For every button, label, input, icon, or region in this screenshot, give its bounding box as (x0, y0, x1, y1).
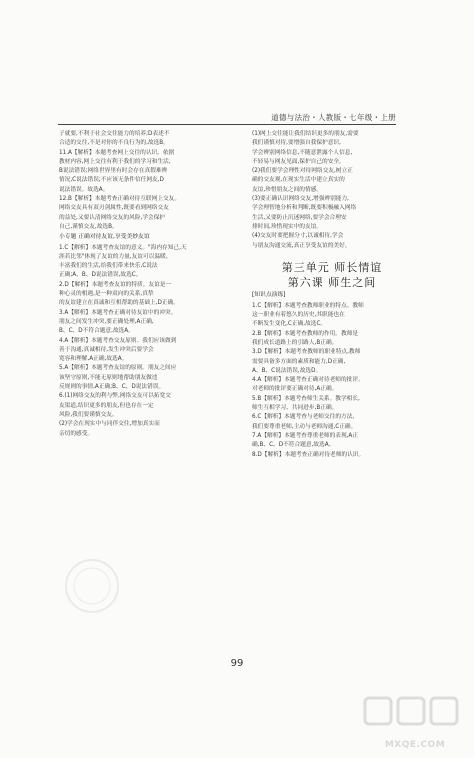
text-line: 合适的交往,不是对你的不良行为的,故选B。 (59, 140, 169, 147)
text-line: 8.D【解析】本题考查正确对待老师的认识。 (252, 451, 365, 458)
text-line: 这一职业有着悠久的历史,其职能也在 (252, 312, 345, 319)
text-line: 风险,我们要谨慎交友。 (59, 411, 118, 418)
text-line: 丰富我们的生活,给我们带来快乐,C说法 (59, 263, 158, 270)
stamp-watermark (62, 556, 122, 616)
text-line: 1.C【解析】本题考查友谊的意义。"海内存知己,天 (59, 244, 187, 251)
text-line: 我们成长道路上的引路人,B正确。 (252, 339, 338, 346)
text-line: 子就要,不利于社会交往能力的培养;D表述不 (59, 131, 170, 137)
text-line: 对老师的批评要正确对待,A正确。 (252, 386, 338, 393)
text-line: 5.A【解析】本题考查友谊的原则。朋友之间应 (59, 365, 177, 372)
text-line: 11.A【解析】本题考查网上交往的认识。依据 (59, 149, 175, 156)
right-column (252, 130, 412, 730)
text-line: 友渠道,结识更多的朋友,但也存在一定 (59, 402, 154, 409)
section-heading: 小专题 正确对待友谊,享受美妙友谊 (59, 234, 150, 241)
text-line: 2.D【解析】本题考查友谊的特质。友谊是一 (59, 281, 172, 288)
text-line: 师生互相学习、共同进步,B正确。 (252, 405, 338, 412)
text-line: 4.A【解析】本题考查正确对待老师的批评。 (252, 377, 364, 384)
text-line: 我们要尊重老师,主动与老师沟通,C正确。 (252, 423, 357, 430)
text-line: 说法错误。故选A。 (59, 186, 109, 193)
text-line: (4)交友时要把握分寸,以诚相待,学会 (252, 233, 344, 240)
text-line: 宽容和理解,A正确,故选A。 (59, 356, 128, 363)
text-line: 2.B【解析】本题考查教师的作用。教师是 (252, 330, 359, 337)
text-line: 确,B、C、D不符合题意,故选A。 (252, 442, 335, 449)
text-line: 5.B【解析】本题考查师生关系。教学相长, (252, 395, 360, 402)
text-line: 不轻易与网友见面,保护自己的安全。 (252, 158, 345, 165)
text-line: 朋友之间发生冲突,要正确处理,A正确, (59, 318, 154, 325)
text-line: (2)我们要学会理性对待网络交友,树立正 (252, 168, 353, 175)
text-line: 6.C【解析】本题考查与老师交往的方法, (252, 414, 355, 421)
text-line: 网络交友具有双刃剑属性,既要看到网络交友 (59, 205, 169, 212)
text-line: A、B、C说法错误,故选D。 (252, 367, 322, 374)
text-line: 学会辨别网络信息,不随意泄露个人信息, (252, 149, 353, 156)
text-line: 排时间,珍惜现实中的友谊。 (252, 223, 323, 230)
text-line: 情况,C说法错误;不应该无条件信任网友,D (59, 177, 164, 184)
section-heading: [知识点演练] (252, 292, 286, 299)
text-line: B说法错误;网络世界里有时会存在真假难辨 (59, 168, 168, 175)
text-line: 反规则的事情,A正确;B、C、D说法错误。 (59, 384, 165, 391)
text-line: 我们谨慎对待,要增强自我保护意识, (252, 140, 341, 147)
site-watermark (360, 694, 470, 754)
text-line: 6.(1)网络交友的利与弊,网络交友可以拓宽交 (59, 393, 171, 400)
text-line: 善于沟通,真诚相待,发生冲突后要学会 (59, 346, 154, 353)
watermark-url: MXQE.COM (384, 740, 446, 750)
text-line: 7.A【解析】本题考查尊重老师的表现,A正 (252, 432, 359, 439)
text-line: 1.C【解析】本题考查教师职业的特点。教师 (252, 302, 364, 309)
text-line: 4.A【解析】本题考查交友原则。我们应该做到 (59, 337, 177, 344)
lesson-title: 第六课 师生之间 (287, 276, 377, 290)
text-line: 不断发生变化,C正确,故选C。 (252, 321, 327, 328)
text-line: 友谊,珍惜朋友之间的情感。 (252, 186, 323, 193)
text-line: 与朋友沟通交流,真正享受友谊的美好。 (252, 242, 351, 249)
text-line: 生活,又要防止沉迷网络,要学会合理安 (252, 214, 347, 221)
header-divider (58, 124, 396, 125)
text-line: (3)要正确认识网络交友,增强辨别能力, (252, 196, 349, 203)
text-line: 亲切的感受。 (59, 430, 94, 437)
text-line: 确的交友观,在现实生活中建立真实的 (252, 177, 345, 184)
text-line: 该坚守原则,不能无原则地帮助朋友做违 (59, 374, 158, 381)
text-line: 学会理智地分析和判断,既要积极融入网络 (252, 205, 357, 212)
text-line: 12.B【解析】本题考查正确对待互联网上交友。 (59, 196, 181, 203)
page-number: 99 (230, 658, 244, 669)
left-column (59, 130, 219, 730)
text-line: 的益处,又要认清网络交友的风险,学会保护 (59, 214, 165, 221)
text-line: 正确;A、B、D说法错误,故选C。 (59, 272, 142, 279)
text-line: 3.A【解析】本题考查正确对待友谊中的冲突。 (59, 309, 177, 316)
text-line: (2)学会在现实中与同伴交往,增加真实而 (59, 421, 160, 428)
text-line: B、C、D不符合题意,故选A。 (59, 328, 134, 335)
text-line: 3.D【解析】本题考查教师的职业特点,教师 (252, 349, 361, 356)
text-line: 种心灵的相遇,是一种双向的关系,真挚 (59, 291, 154, 298)
text-line: 需要具备多方面的素质和能力,D正确, (252, 358, 346, 365)
text-line: 的友谊建立在真诚和互相帮助的基础上,D正确。 (59, 300, 179, 307)
text-line: (1)网上交往能让我们结识更多的朋友,需要 (252, 131, 359, 137)
header-title: 道德与法治・人教版・七年级・上册 (271, 113, 396, 122)
text-line: 自己,谨慎交友,故选B。 (59, 223, 118, 230)
unit-title: 第三单元 师长情谊 (281, 260, 383, 274)
text-line: 涯若比邻"体现了友谊的力量,友谊可以温暖、 (59, 253, 172, 260)
text-line: 教材内容,网上交往有利于我们的学习和生活, (59, 158, 171, 165)
